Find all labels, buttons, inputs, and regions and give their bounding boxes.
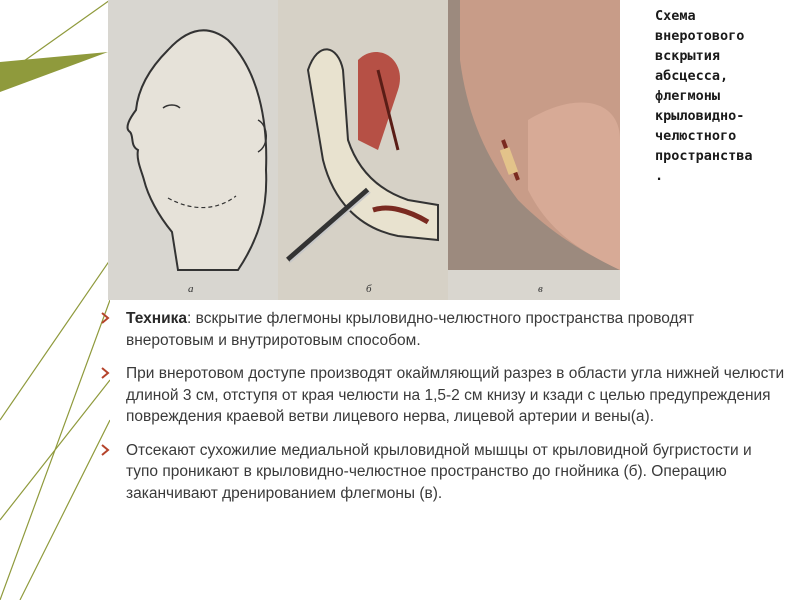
label-b: б [366, 283, 372, 295]
list-item [96, 308, 786, 351]
bullet-list [96, 308, 786, 516]
figure-caption: Схема внеротового вскрытия абсцесса, флегмоны крыловидно- челюстного пространства . [655, 8, 753, 184]
bullet-icon [98, 443, 112, 457]
label-c: в [538, 283, 543, 295]
list-item [96, 440, 786, 505]
bullet-text: Техника: вскрытие флегмоны крыловидно-челюстного пространства проводят внеротовым и внутриротовым способом. [126, 310, 695, 349]
list-item [96, 363, 786, 428]
figure [108, 0, 620, 300]
label-a: а [188, 283, 194, 295]
bullet-text: Отсекают сухожилие медиальной крыловидной мышцы от крыловидной бугристости и тупо проникают в крыловидно-челюстное пространство до гнойника (б). Операцию заканчивают дренированием флегмоны (в). [126, 441, 752, 502]
bullet-icon [98, 311, 112, 325]
accent-shape [0, 52, 108, 92]
decorative-lines [0, 0, 110, 600]
bullet-icon [98, 366, 112, 380]
bullet-text: При внеротовом доступе производят окаймляющий разрез в области угла нижней челюсти длиной 3 см, отступя от края челюсти на 1,5-2 см книзу и кзади с целью предупреждения повреждения краевой ветви лицевого нерва, лицевой артерии и вены(а). [126, 365, 785, 425]
